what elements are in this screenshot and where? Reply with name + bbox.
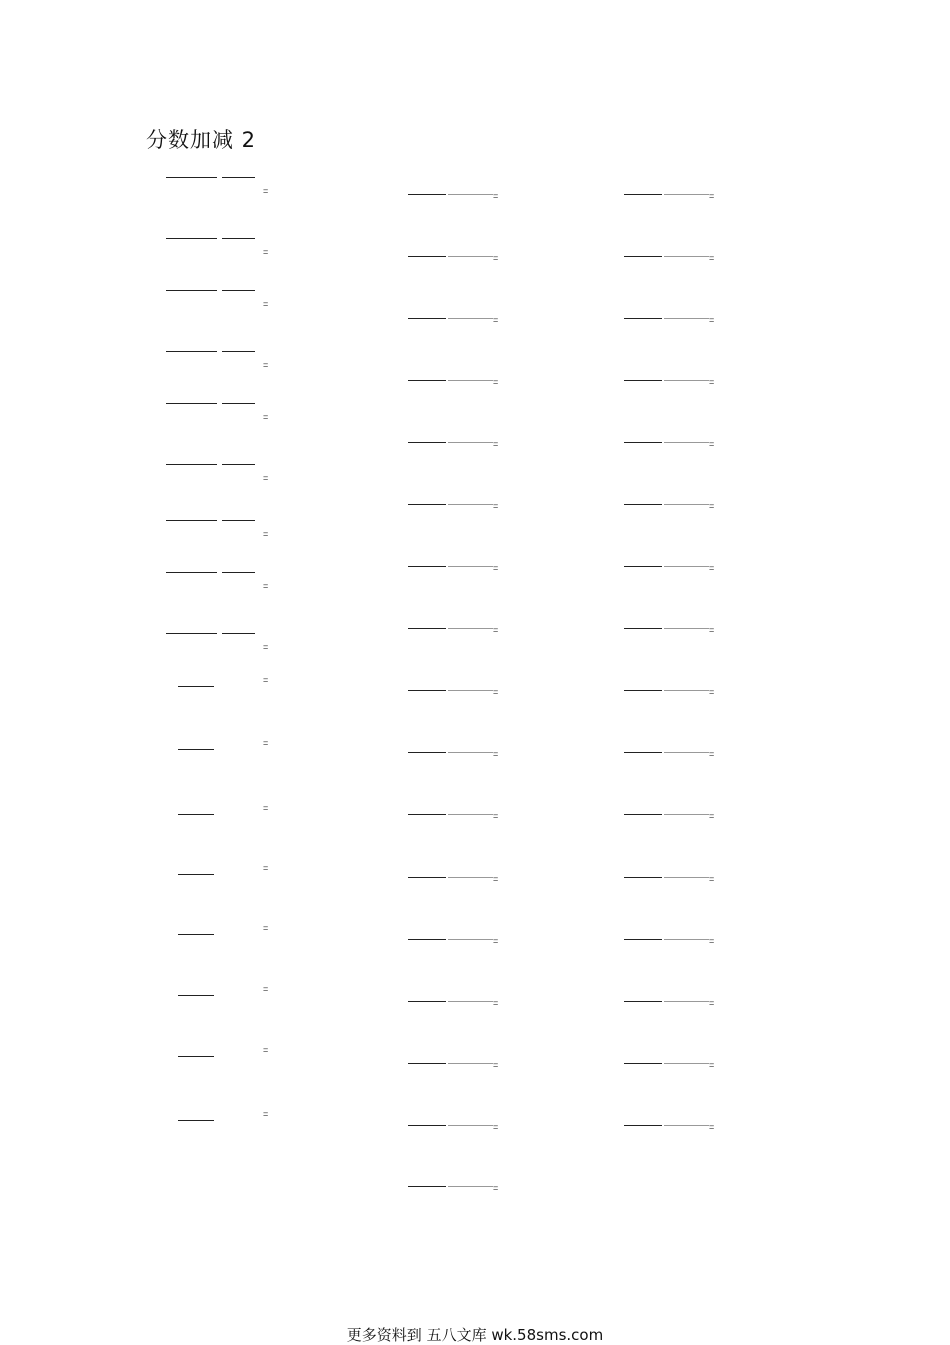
fraction-bar bbox=[448, 628, 493, 629]
equals-sign: = bbox=[709, 625, 715, 635]
equals-sign: = bbox=[709, 874, 715, 884]
equals-sign: = bbox=[493, 377, 499, 387]
equals-sign: = bbox=[493, 1183, 499, 1193]
fraction-bar bbox=[624, 1125, 662, 1126]
equals-sign: = bbox=[493, 936, 499, 946]
equals-sign: = bbox=[493, 811, 499, 821]
fraction-bar bbox=[448, 1186, 493, 1187]
fraction-bar bbox=[222, 238, 255, 239]
fraction-bar bbox=[664, 194, 709, 195]
equals-sign: = bbox=[709, 253, 715, 263]
fraction-bar bbox=[166, 633, 217, 634]
fraction-bar bbox=[664, 1125, 709, 1126]
fraction-bar bbox=[664, 504, 709, 505]
equals-sign: = bbox=[709, 191, 715, 201]
equals-sign: = bbox=[709, 1060, 715, 1070]
equals-sign: = bbox=[263, 803, 269, 813]
equals-sign: = bbox=[263, 738, 269, 748]
equals-sign: = bbox=[493, 687, 499, 697]
fraction-bar bbox=[624, 814, 662, 815]
fraction-bar bbox=[222, 290, 255, 291]
fraction-bar bbox=[408, 628, 446, 629]
fraction-bar bbox=[664, 939, 709, 940]
fraction-bar bbox=[624, 566, 662, 567]
fraction-bar bbox=[166, 238, 217, 239]
fraction-bar bbox=[222, 351, 255, 352]
fraction-bar bbox=[448, 380, 493, 381]
fraction-bar bbox=[178, 686, 214, 687]
fraction-bar bbox=[448, 256, 493, 257]
fraction-bar bbox=[624, 194, 662, 195]
fraction-bar bbox=[408, 194, 446, 195]
equals-sign: = bbox=[263, 863, 269, 873]
fraction-bar bbox=[408, 752, 446, 753]
fraction-bar bbox=[664, 380, 709, 381]
equals-sign: = bbox=[493, 439, 499, 449]
equals-sign: = bbox=[709, 998, 715, 1008]
fraction-bar bbox=[624, 318, 662, 319]
fraction-bar bbox=[664, 690, 709, 691]
equals-sign: = bbox=[709, 439, 715, 449]
fraction-bar bbox=[624, 628, 662, 629]
equals-sign: = bbox=[263, 412, 269, 422]
fraction-bar bbox=[448, 442, 493, 443]
footer-text: 更多资料到 五八文库 wk.58sms.com bbox=[346, 1326, 604, 1344]
fraction-bar bbox=[166, 290, 217, 291]
equals-sign: = bbox=[709, 687, 715, 697]
fraction-bar bbox=[448, 1125, 493, 1126]
fraction-bar bbox=[408, 1186, 446, 1187]
fraction-bar bbox=[166, 520, 217, 521]
fraction-bar bbox=[664, 318, 709, 319]
fraction-bar bbox=[448, 504, 493, 505]
fraction-bar bbox=[222, 177, 255, 178]
fraction-bar bbox=[408, 442, 446, 443]
fraction-bar bbox=[408, 318, 446, 319]
equals-sign: = bbox=[493, 998, 499, 1008]
fraction-bar bbox=[624, 256, 662, 257]
fraction-bar bbox=[222, 572, 255, 573]
equals-sign: = bbox=[493, 501, 499, 511]
fraction-bar bbox=[664, 1001, 709, 1002]
fraction-bar bbox=[178, 874, 214, 875]
fraction-bar bbox=[624, 877, 662, 878]
fraction-bar bbox=[178, 1120, 214, 1121]
equals-sign: = bbox=[263, 1109, 269, 1119]
equals-sign: = bbox=[493, 563, 499, 573]
equals-sign: = bbox=[263, 581, 269, 591]
fraction-bar bbox=[222, 633, 255, 634]
equals-sign: = bbox=[493, 749, 499, 759]
fraction-bar bbox=[624, 1063, 662, 1064]
fraction-bar bbox=[624, 504, 662, 505]
fraction-bar bbox=[448, 752, 493, 753]
equals-sign: = bbox=[709, 936, 715, 946]
fraction-bar bbox=[166, 403, 217, 404]
fraction-bar bbox=[178, 995, 214, 996]
fraction-bar bbox=[166, 464, 217, 465]
fraction-bar bbox=[624, 380, 662, 381]
equals-sign: = bbox=[263, 360, 269, 370]
fraction-bar bbox=[408, 380, 446, 381]
fraction-bar bbox=[624, 939, 662, 940]
fraction-bar bbox=[408, 814, 446, 815]
equals-sign: = bbox=[709, 1122, 715, 1132]
fraction-bar bbox=[222, 403, 255, 404]
fraction-bar bbox=[448, 318, 493, 319]
fraction-bar bbox=[624, 1001, 662, 1002]
equals-sign: = bbox=[493, 1122, 499, 1132]
fraction-bar bbox=[448, 566, 493, 567]
equals-sign: = bbox=[493, 1060, 499, 1070]
fraction-bar bbox=[624, 690, 662, 691]
equals-sign: = bbox=[263, 186, 269, 196]
fraction-bar bbox=[448, 814, 493, 815]
equals-sign: = bbox=[263, 529, 269, 539]
equals-sign: = bbox=[493, 191, 499, 201]
equals-sign: = bbox=[493, 874, 499, 884]
fraction-bar bbox=[166, 351, 217, 352]
fraction-bar bbox=[448, 877, 493, 878]
equals-sign: = bbox=[709, 811, 715, 821]
fraction-bar bbox=[664, 256, 709, 257]
fraction-bar bbox=[664, 566, 709, 567]
fraction-bar bbox=[448, 1063, 493, 1064]
fraction-bar bbox=[664, 628, 709, 629]
fraction-bar bbox=[178, 1056, 214, 1057]
page-title: 分数加减 2 bbox=[146, 128, 257, 152]
fraction-bar bbox=[664, 1063, 709, 1064]
fraction-bar bbox=[408, 690, 446, 691]
equals-sign: = bbox=[263, 299, 269, 309]
fraction-bar bbox=[448, 690, 493, 691]
equals-sign: = bbox=[263, 923, 269, 933]
fraction-bar bbox=[408, 1063, 446, 1064]
fraction-bar bbox=[664, 877, 709, 878]
fraction-bar bbox=[664, 752, 709, 753]
fraction-bar bbox=[408, 566, 446, 567]
fraction-bar bbox=[448, 1001, 493, 1002]
fraction-bar bbox=[664, 442, 709, 443]
equals-sign: = bbox=[709, 501, 715, 511]
equals-sign: = bbox=[709, 377, 715, 387]
equals-sign: = bbox=[709, 315, 715, 325]
equals-sign: = bbox=[263, 984, 269, 994]
fraction-bar bbox=[624, 442, 662, 443]
equals-sign: = bbox=[263, 247, 269, 257]
fraction-bar bbox=[408, 504, 446, 505]
equals-sign: = bbox=[263, 642, 269, 652]
fraction-bar bbox=[166, 177, 217, 178]
equals-sign: = bbox=[263, 1045, 269, 1055]
fraction-bar bbox=[222, 464, 255, 465]
fraction-bar bbox=[408, 939, 446, 940]
fraction-bar bbox=[178, 749, 214, 750]
fraction-bar bbox=[448, 939, 493, 940]
fraction-bar bbox=[222, 520, 255, 521]
equals-sign: = bbox=[263, 473, 269, 483]
fraction-bar bbox=[178, 814, 214, 815]
fraction-bar bbox=[624, 752, 662, 753]
fraction-bar bbox=[664, 814, 709, 815]
fraction-bar bbox=[178, 934, 214, 935]
equals-sign: = bbox=[493, 315, 499, 325]
fraction-bar bbox=[408, 256, 446, 257]
fraction-bar bbox=[408, 1001, 446, 1002]
fraction-bar bbox=[166, 572, 217, 573]
fraction-bar bbox=[448, 194, 493, 195]
equals-sign: = bbox=[493, 253, 499, 263]
equals-sign: = bbox=[709, 749, 715, 759]
equals-sign: = bbox=[493, 625, 499, 635]
equals-sign: = bbox=[709, 563, 715, 573]
fraction-bar bbox=[408, 877, 446, 878]
equals-sign: = bbox=[263, 675, 269, 685]
fraction-bar bbox=[408, 1125, 446, 1126]
